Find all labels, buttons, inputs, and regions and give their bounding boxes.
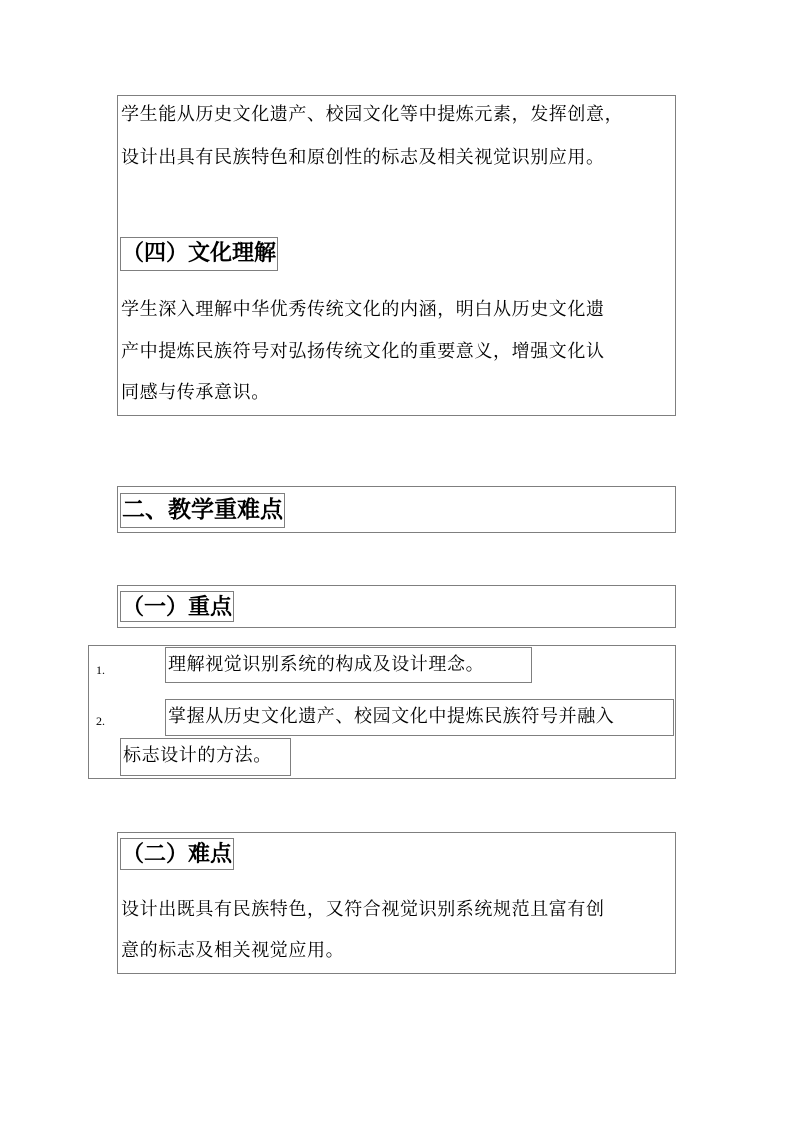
culture-para-line-2: 产中提炼民族符号对弘扬传统文化的重要意义，增强文化认	[121, 341, 605, 362]
culture-para-line-3: 同感与传承意识。	[121, 382, 270, 403]
culture-understanding-heading: （四）文化理解	[120, 237, 278, 271]
difficult-para-line-1: 设计出既具有民族特色，又符合视觉识别系统规范且富有创	[121, 899, 605, 920]
goals-line-2: 设计出具有民族特色和原创性的标志及相关视觉识别应用。	[121, 147, 605, 168]
culture-para-line-1: 学生深入理解中华优秀传统文化的内涵，明白从历史文化遗	[121, 299, 605, 320]
list-number-1: 1.	[96, 663, 105, 677]
key-point-item-1: 理解视觉识别系统的构成及设计理念。	[165, 647, 532, 683]
list-number-2: 2.	[96, 714, 105, 728]
section-two-heading: 二、教学重难点	[120, 493, 285, 528]
key-points-heading: （一）重点	[120, 591, 234, 622]
difficult-para-line-2: 意的标志及相关视觉应用。	[121, 940, 345, 961]
goals-line-1: 学生能从历史文化遗产、校园文化等中提炼元素，发挥创意，	[121, 104, 624, 125]
difficult-points-heading: （二）难点	[120, 838, 234, 870]
key-point-item-2-continuation: 标志设计的方法。	[120, 738, 291, 776]
key-point-item-2: 掌握从历史文化遗产、校园文化中提炼民族符号并融入	[165, 699, 674, 736]
